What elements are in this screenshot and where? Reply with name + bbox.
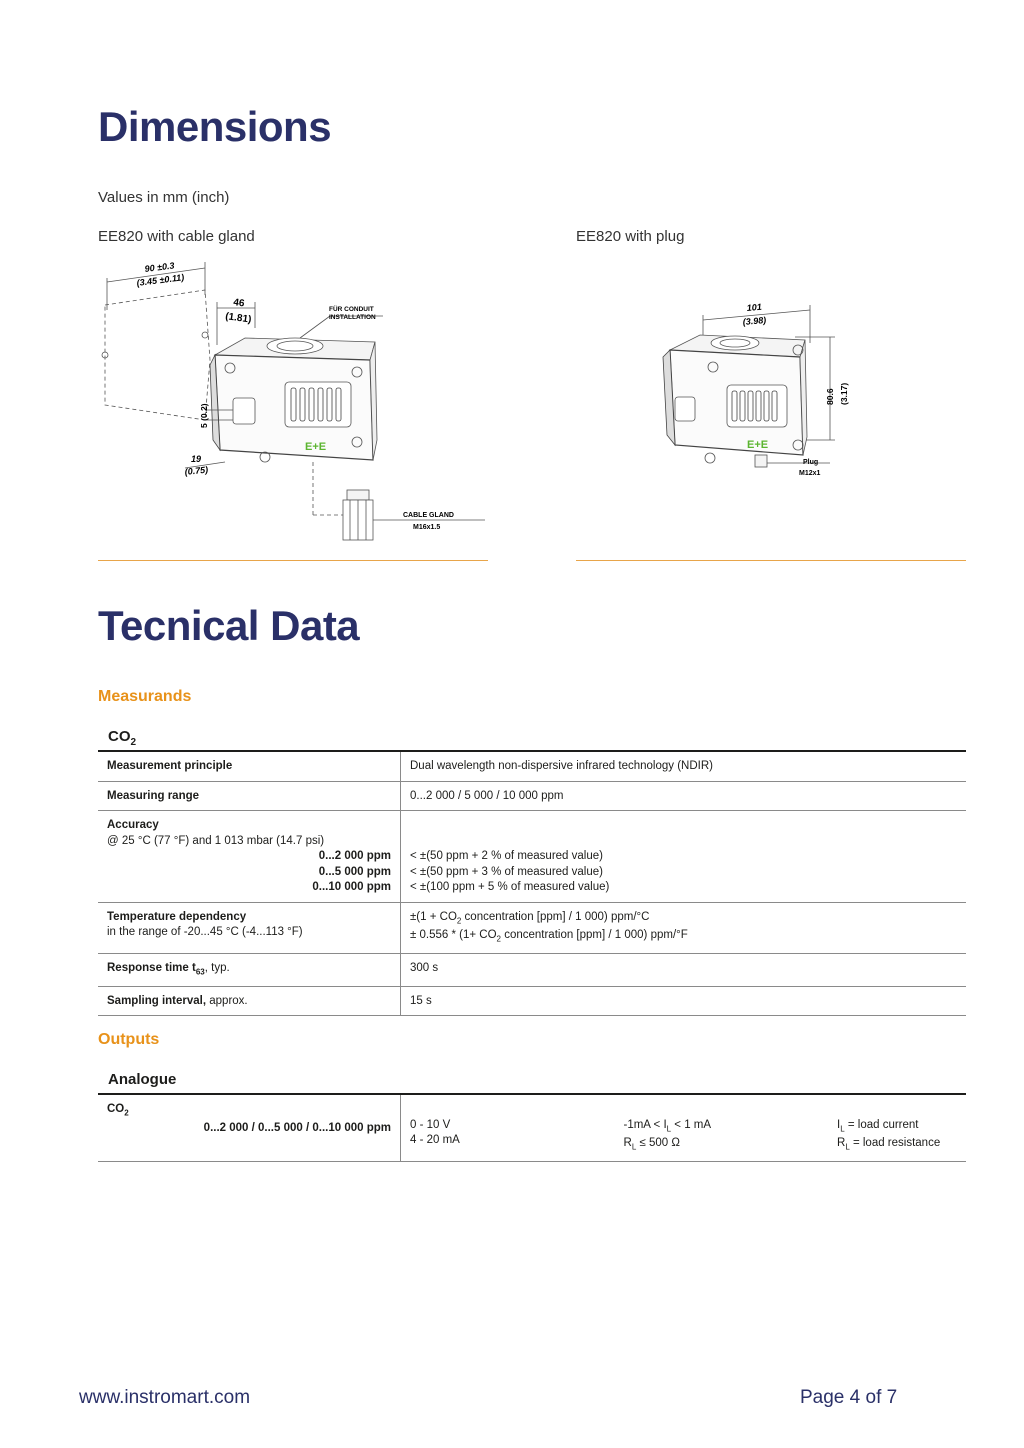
footer-page-number: Page 4 of 7 <box>800 1387 898 1408</box>
divider-right <box>576 560 966 561</box>
table-row <box>98 986 966 1016</box>
logo-ee-right: E+E <box>747 439 769 451</box>
note-gland-2: M16x1.5 <box>413 524 441 531</box>
sampling-value: 15 s <box>401 986 967 1016</box>
note-plug-1: Plug <box>803 459 819 466</box>
analogue-range: 0...2 000 / 0...5 000 / 0...10 000 ppm <box>203 1121 391 1134</box>
accuracy-range: 0...10 000 ppm <box>312 881 391 893</box>
plug-dim-width-inch-label: (3.98) <box>742 314 767 327</box>
range-label: Measuring range <box>98 781 401 811</box>
footer-website-link[interactable]: www.instromart.com <box>79 1387 251 1408</box>
range-value: 0...2 000 / 5 000 / 10 000 ppm <box>401 781 967 811</box>
accuracy-label-cell <box>98 811 401 903</box>
co2-title-sub: 2 <box>130 737 137 748</box>
dim-width-inch-label: (3.45 ±0.11) <box>136 272 185 288</box>
drawing-cable-gland <box>95 250 495 550</box>
principle-value: Dual wavelength non-dispersive infrared technology (NDIR) <box>401 751 967 781</box>
sampling-label: Sampling interval, approx. <box>98 986 401 1016</box>
table-row <box>98 954 966 987</box>
dim-depth-label: 46 <box>232 297 246 310</box>
accuracy-label: Accuracy <box>107 819 159 831</box>
dim-small-label: 5 (0.2) <box>199 403 209 428</box>
plug-dim-height-label: 80.6 <box>825 388 835 405</box>
co2-table-title <box>108 728 136 748</box>
measurands-heading: Measurands <box>98 688 192 705</box>
legend-load-resistance: $R_L$ = load resistance <box>837 1137 941 1152</box>
temperature-value-f: ± $0.556 * (1+ CO_2$ concentration [ppm] / 1 000) ppm/°F <box>410 929 688 944</box>
plug-dim-width-label: 101 <box>746 301 763 313</box>
condition-resistance: $R_L \le 500$ Ω <box>623 1137 680 1152</box>
analogue-label: $CO_2$ <box>107 1103 129 1118</box>
table-row <box>98 751 966 781</box>
table-row <box>98 781 966 811</box>
analogue-table <box>98 1093 966 1162</box>
accuracy-range: 0...5 000 ppm <box>318 865 391 878</box>
dim-side-inch-label: (0.75) <box>184 464 209 477</box>
dim-width-label: 90 ±0.3 <box>144 260 175 274</box>
table-row <box>98 1094 966 1162</box>
drawing-plug <box>655 295 855 485</box>
principle-label: Measurement principle <box>98 751 401 781</box>
dim-side-label: 19 <box>191 454 202 464</box>
technical-data-title: Tecnical Data <box>98 602 360 649</box>
table-row <box>98 902 966 954</box>
co2-title-main: CO <box>108 728 131 745</box>
co2-spec-table <box>98 750 966 1016</box>
analogue-label-cell <box>98 1094 401 1162</box>
accuracy-value: < ±(100 ppm + 5 % of measured value) <box>410 881 610 893</box>
signal-voltage: 0 - 10 V <box>410 1118 451 1131</box>
temperature-label: Temperature dependency <box>107 910 247 923</box>
note-conduit-2: INSTALLATION <box>329 314 376 321</box>
analogue-table-title: Analogue <box>108 1071 177 1088</box>
note-conduit-1: FÜR CONDUIT <box>329 306 374 313</box>
signal-current: 4 - 20 mA <box>410 1134 460 1146</box>
units-note: Values in mm (inch) <box>98 189 230 206</box>
caption-cable-gland: EE820 with cable gland <box>98 228 255 245</box>
divider-left <box>98 560 488 561</box>
logo-ee-left: E+E <box>305 441 327 453</box>
outputs-heading: Outputs <box>98 1031 160 1048</box>
accuracy-value: < ±(50 ppm + 3 % of measured value) <box>410 865 603 878</box>
accuracy-value-cell <box>401 811 967 903</box>
plug-dim-height-inch-label: (3.17) <box>839 382 849 405</box>
note-gland-1: CABLE GLAND <box>403 512 454 519</box>
caption-plug: EE820 with plug <box>576 228 685 245</box>
condition-current: $-1mA < I_L < 1$ mA <box>623 1118 712 1133</box>
analogue-values-cell <box>401 1094 967 1162</box>
legend-load-current: $I_L$ = load current <box>837 1118 919 1133</box>
accuracy-value: < ±(50 ppm + 2 % of measured value) <box>410 850 603 862</box>
dimensions-title: Dimensions <box>98 103 332 150</box>
temperature-label-cell <box>98 902 401 954</box>
temperature-value-c: $\pm(1 + CO_2$ concentration [ppm] / 1 000) ppm/°C <box>410 910 650 925</box>
dim-depth-inch-label: (1.81) <box>224 311 252 326</box>
accuracy-range: 0...2 000 ppm <box>318 850 391 862</box>
note-plug-2: M12x1 <box>799 470 821 477</box>
temperature-condition: in the range of -20...45 °C (-4...113 °F) <box>107 926 303 938</box>
response-value: 300 s <box>401 954 967 987</box>
accuracy-condition: @ 25 °C (77 °F) and 1 013 mbar (14.7 psi) <box>107 834 325 847</box>
temperature-value-cell <box>401 902 967 954</box>
response-label: Response time $t_{63}$, typ. <box>98 954 401 987</box>
table-row <box>98 811 966 903</box>
